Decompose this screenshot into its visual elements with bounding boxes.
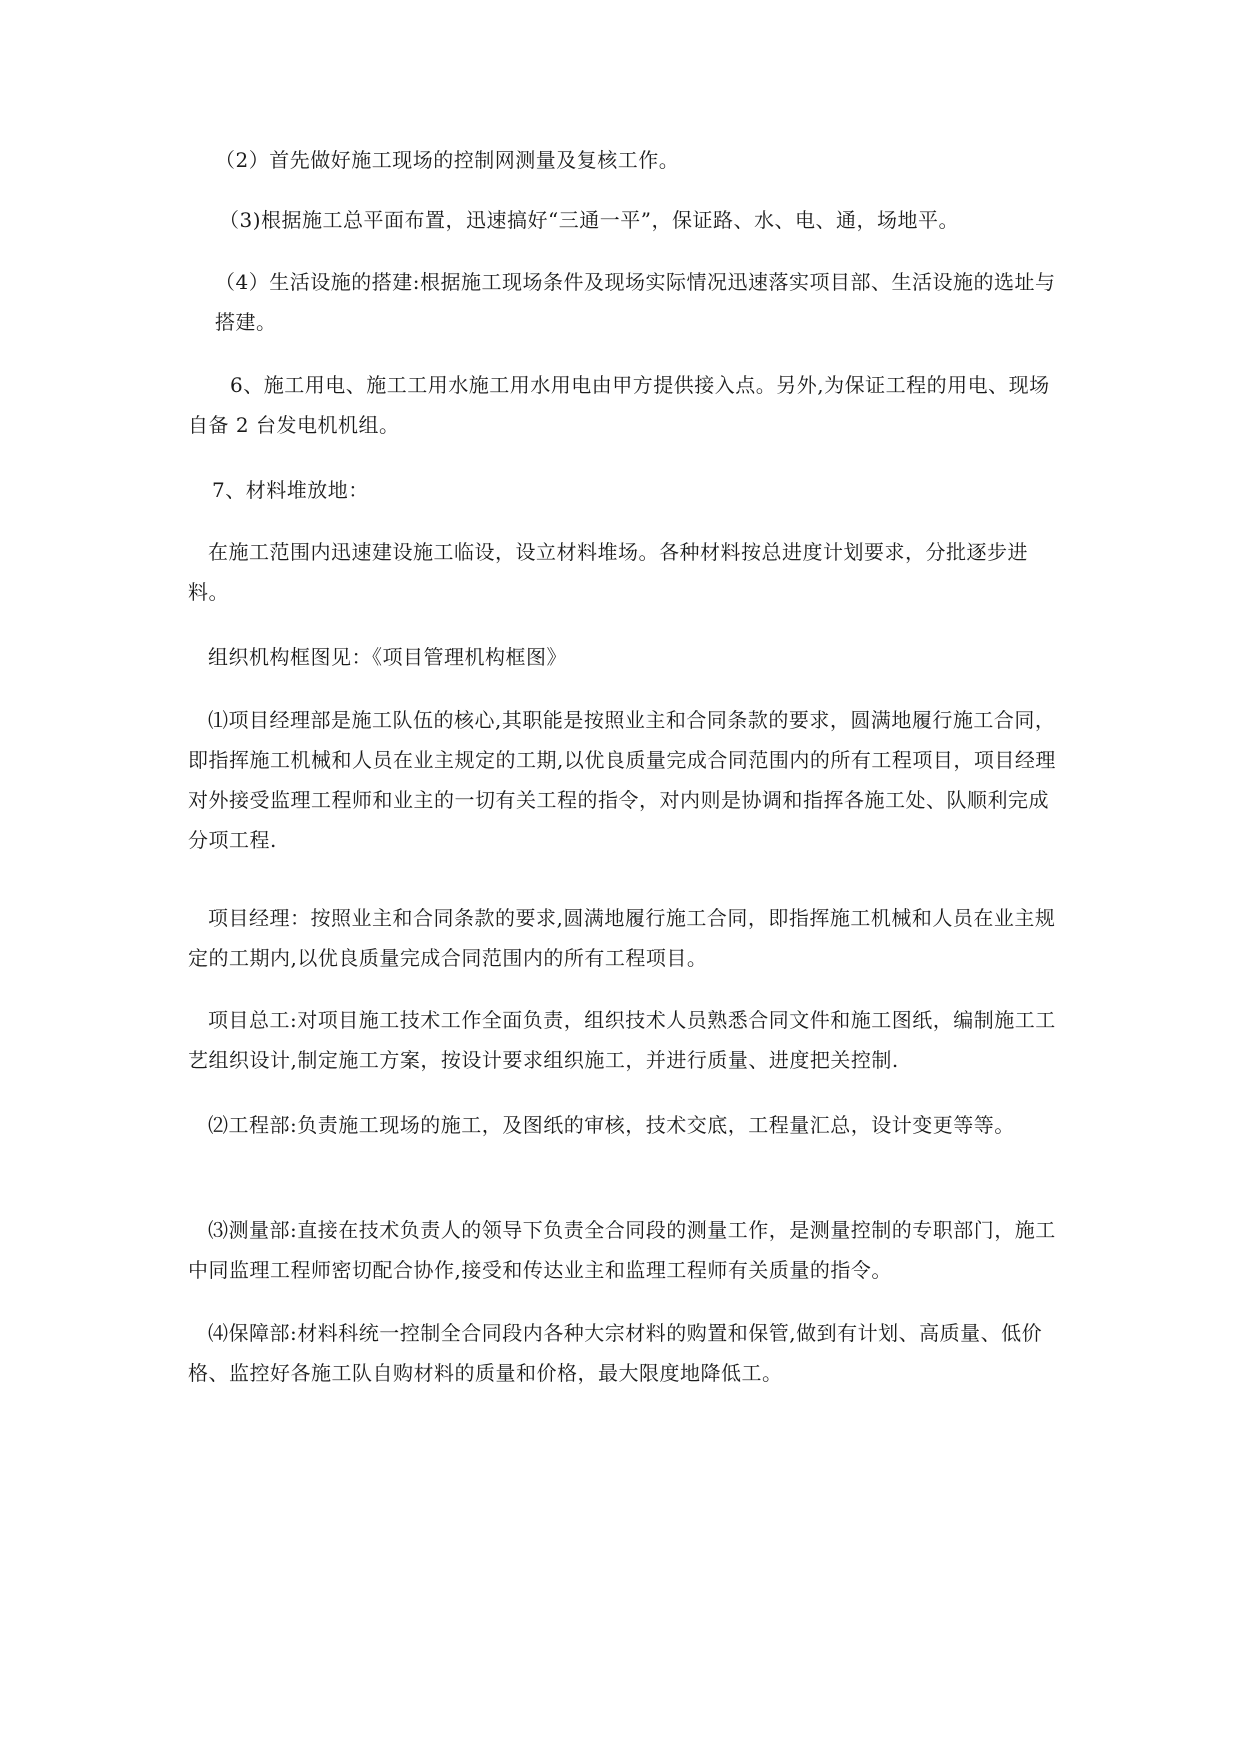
paragraph-engineering-dept: ⑵工程部:负责施工现场的施工，及图纸的审核，技术交底，工程量汇总，设计变更等等。	[208, 1113, 1015, 1137]
paragraph-three-connections: （3)根据施工总平面布置，迅速搞好“三通一平”，保证路、水、电、通，场地平。	[219, 208, 959, 232]
paragraph-support-dept: ⑷保障部:材料科统一控制全合同段内各种大宗材料的购置和保管,做到有计划、高质量、低价格、监控好各施工队自购材料的质量和价格，最大限度地降低工。	[188, 1321, 1043, 1385]
paragraph-project-manager: 项目经理：按照业主和合同条款的要求,圆满地履行施工合同，即指挥施工机械和人员在业主规定的工期内,以优良质量完成合同范围内的所有工程项目。	[188, 906, 1056, 970]
paragraph-power-water: 6、施工用电、施工工用水施工用水用电由甲方提供接入点。另外,为保证工程的用电、现场自备 2 台发电机机组。	[188, 373, 1050, 437]
paragraph-material-yard: 在施工范围内迅速建设施工临设，设立材料堆场。各种材料按总进度计划要求，分批逐步进料。	[188, 540, 1028, 604]
paragraph-project-dept: ⑴项目经理部是施工队伍的核心,其职能是按照业主和合同条款的要求，圆满地履行施工合同，即指挥施工机械和人员在业主规定的工期,以优良质量完成合同范围内的所有工程项目，项目经理对外接受监理工程师和业主的一切有关工程的指令，对内则是协调和指挥各施工处、队顺利完成分项工程.	[188, 708, 1056, 852]
paragraph-chief-engineer: 项目总工:对项目施工技术工作全面负责，组织技术人员熟悉合同文件和施工图纸，编制施工工艺组织设计,制定施工方案，按设计要求组织施工，并进行质量、进度把关控制.	[188, 1008, 1056, 1072]
paragraph-site-survey: （2）首先做好施工现场的控制网测量及复核工作。	[215, 148, 680, 172]
paragraph-org-chart-ref: 组织机构框图见：《项目管理机构框图》	[208, 645, 567, 669]
paragraph-survey-dept: ⑶测量部:直接在技术负责人的领导下负责全合同段的测量工作，是测量控制的专职部门，施工中同监理工程师密切配合协作,接受和传达业主和监理工程师有关质量的指令。	[188, 1218, 1056, 1282]
paragraph-material-yard-heading: 7、材料堆放地：	[212, 478, 369, 502]
paragraph-living-facilities: （4）生活设施的搭建:根据施工现场条件及现场实际情况迅速落实项目部、生活设施的选址与搭建。	[215, 270, 1056, 334]
